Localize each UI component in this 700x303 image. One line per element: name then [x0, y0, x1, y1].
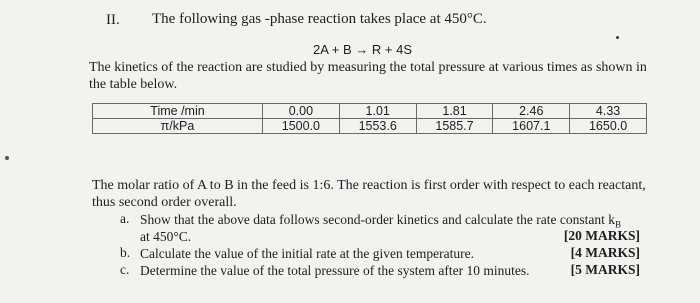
part-a-label: a. — [120, 211, 130, 226]
part-c-text: Determine the value of the total pressure of the system after 10 minutes. — [140, 263, 530, 278]
part-a-text — [140, 211, 621, 234]
kinetics-table — [92, 103, 647, 134]
part-b-text: Calculate the value of the initial rate at the given temperature. — [140, 246, 474, 261]
table-cell: 1.81 — [416, 104, 493, 119]
molar-ratio-note: The molar ratio of A to B in the feed is 1:6. The reaction is first order with respect to each reactant, thus second order overall. — [92, 178, 646, 210]
question-intro: The following gas -phase reaction takes place at 450°C. — [152, 11, 487, 27]
table-cell: 2.46 — [493, 104, 570, 119]
pressure-header-cell: π/kPa — [93, 119, 263, 134]
table-row-pressure — [93, 119, 647, 134]
part-a-subscript: B — [614, 219, 621, 230]
table-cell: 1585.7 — [416, 119, 493, 134]
table-cell: 1607.1 — [493, 119, 570, 134]
table-cell: 4.33 — [570, 104, 647, 119]
reaction-equation: 2A + B → R + 4S — [313, 42, 412, 57]
time-header-cell: Time /min — [93, 104, 263, 119]
part-a-continuation: at 450°C. — [140, 229, 192, 244]
part-a-main-text: Show that the above data follows second-order kinetics and calculate the rate constant k — [140, 212, 615, 227]
table-cell: 1500.0 — [263, 119, 340, 134]
part-a-marks: [20 MARKS] — [563, 228, 640, 243]
table-row-time — [93, 104, 647, 119]
table-cell: 1553.6 — [339, 119, 416, 134]
table-cell: 0.00 — [263, 104, 340, 119]
paper-speck-mark — [616, 36, 619, 39]
table-cell: 1650.0 — [570, 119, 647, 134]
table-cell: 1.01 — [339, 104, 416, 119]
part-c-marks: [5 MARKS] — [570, 262, 640, 277]
part-c-label: c. — [120, 262, 130, 277]
paper-edge-mark — [5, 156, 9, 160]
question-number: II. — [106, 12, 120, 28]
kinetics-paragraph: The kinetics of the reaction are studied by measuring the total pressure at various times as shown in the table below. — [89, 60, 647, 92]
part-b-marks: [4 MARKS] — [570, 245, 640, 260]
part-b-label: b. — [120, 245, 131, 260]
